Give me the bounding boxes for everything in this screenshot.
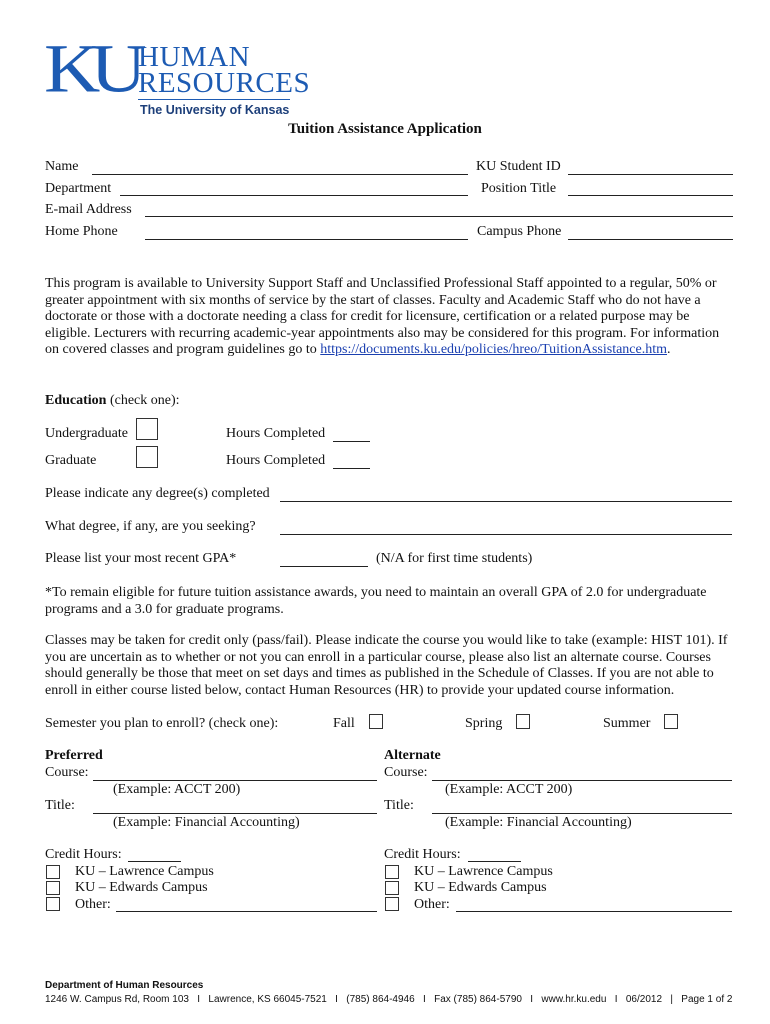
gpa-field[interactable] <box>280 566 368 567</box>
preferred-heading: Preferred <box>45 748 103 763</box>
semester-summer-label: Summer <box>603 716 651 731</box>
department-field[interactable] <box>120 195 468 196</box>
page-title: Tuition Assistance Application <box>288 121 482 137</box>
preferred-title-label: Title: <box>45 798 75 813</box>
position-title-field[interactable] <box>568 195 733 196</box>
undergraduate-label: Undergraduate <box>45 426 128 441</box>
alternate-course-field[interactable] <box>432 780 732 781</box>
logo-resources: RESOURCES <box>138 67 311 99</box>
education-heading-note: (check one): <box>106 393 180 408</box>
logo-university: The University of Kansas <box>140 103 290 117</box>
student-id-label: KU Student ID <box>476 159 561 174</box>
preferred-other-label: Other: <box>75 897 111 912</box>
preferred-edwards-label: KU – Edwards Campus <box>75 880 208 895</box>
preferred-title-field[interactable] <box>93 813 377 814</box>
intro-text: This program is available to University Support Staff and Unclassified Professional Staff appointed to a regular, 50% or greater appointment with six months of service by the start of classes. Faculty and Academic Staff who do not have a doctorate or those with a doctorate needing a class for credit for licensure, certification or a related purpose may be eligible. Lecturers with recurring academic-year appointments also may be considered for this program. For information on covered classes and program guidelines go to <box>45 276 720 358</box>
alternate-edwards-checkbox[interactable] <box>385 881 399 895</box>
preferred-course-example: (Example: ACCT 200) <box>113 782 241 797</box>
campus-phone-label: Campus Phone <box>477 224 562 239</box>
email-field[interactable] <box>145 216 733 217</box>
undergraduate-hours-label: Hours Completed <box>226 426 326 441</box>
gpa-note: (N/A for first time students) <box>376 551 533 566</box>
alternate-heading: Alternate <box>384 748 441 763</box>
alternate-other-label: Other: <box>414 897 450 912</box>
preferred-course-field[interactable] <box>93 780 377 781</box>
name-field[interactable] <box>92 174 468 175</box>
undergraduate-hours-field[interactable] <box>333 441 370 442</box>
semester-fall-checkbox[interactable] <box>369 714 383 729</box>
alternate-credit-hours-label: Credit Hours: <box>384 847 461 862</box>
gpa-footnote: *To remain eligible for future tuition assistance awards, you need to maintain an overall GPA of 2.0 for undergraduate programs and a 3.0 for graduate programs. <box>45 585 707 617</box>
name-label: Name <box>45 159 79 174</box>
preferred-course-label: Course: <box>45 765 89 780</box>
footer-address: 1246 W. Campus Rd, Room 103 I Lawrence, KS 66045-7521 I (785) 864-4946 I Fax (785) 864-5790 I www.hr.ku.edu I 06/2012 | Page 1 of 2 <box>45 994 733 1005</box>
alternate-credit-hours-field[interactable] <box>468 861 521 862</box>
undergraduate-checkbox[interactable] <box>136 418 158 440</box>
campus-phone-field[interactable] <box>568 239 733 240</box>
gpa-label: Please list your most recent GPA* <box>45 551 237 566</box>
footer-department: Department of Human Resources <box>45 980 204 991</box>
home-phone-label: Home Phone <box>45 224 118 239</box>
graduate-hours-label: Hours Completed <box>226 453 326 468</box>
position-title-label: Position Title <box>481 181 557 196</box>
education-heading <box>45 393 180 409</box>
alternate-edwards-label: KU – Edwards Campus <box>414 880 547 895</box>
graduate-hours-field[interactable] <box>333 468 370 469</box>
semester-question: Semester you plan to enroll? (check one): <box>45 716 279 731</box>
graduate-checkbox[interactable] <box>136 446 158 468</box>
graduate-label: Graduate <box>45 453 97 468</box>
preferred-lawrence-label: KU – Lawrence Campus <box>75 864 214 879</box>
preferred-lawrence-checkbox[interactable] <box>46 865 60 879</box>
alternate-title-example: (Example: Financial Accounting) <box>445 815 632 830</box>
preferred-title-example: (Example: Financial Accounting) <box>113 815 300 830</box>
education-heading-bold: Education <box>45 393 107 408</box>
semester-fall-label: Fall <box>333 716 355 731</box>
alternate-lawrence-checkbox[interactable] <box>385 865 399 879</box>
degree-seeking-field[interactable] <box>280 534 732 535</box>
preferred-credit-hours-label: Credit Hours: <box>45 847 122 862</box>
logo-human: HUMAN <box>138 41 251 73</box>
logo-divider <box>138 99 290 100</box>
semester-summer-checkbox[interactable] <box>664 714 678 729</box>
alternate-course-example: (Example: ACCT 200) <box>445 782 573 797</box>
classes-paragraph: Classes may be taken for credit only (pass/fail). Please indicate the course you would like to take (example: HIST 101). If you are uncertain as to whether or not you can enroll in a particular course, please also list an alternate course. Courses should generally be those that meet on set days and times as published in the Schedule of Classes. If you are not able to enroll in either course listed below, contact Human Resources (HR) to provide your updated course information. <box>45 633 728 698</box>
preferred-other-field[interactable] <box>116 911 377 912</box>
degree-seeking-label: What degree, if any, are you seeking? <box>45 519 256 534</box>
ku-initials: KU <box>44 30 137 107</box>
department-label: Department <box>45 181 112 196</box>
semester-spring-label: Spring <box>465 716 503 731</box>
alternate-other-checkbox[interactable] <box>385 897 399 911</box>
alternate-lawrence-label: KU – Lawrence Campus <box>414 864 553 879</box>
alternate-title-field[interactable] <box>432 813 732 814</box>
alternate-other-field[interactable] <box>456 911 732 912</box>
alternate-title-label: Title: <box>384 798 414 813</box>
student-id-field[interactable] <box>568 174 733 175</box>
alternate-course-label: Course: <box>384 765 428 780</box>
preferred-credit-hours-field[interactable] <box>128 861 181 862</box>
home-phone-field[interactable] <box>145 239 468 240</box>
degrees-completed-label: Please indicate any degree(s) completed <box>45 486 270 501</box>
semester-spring-checkbox[interactable] <box>516 714 530 729</box>
degrees-completed-field[interactable] <box>280 501 732 502</box>
email-label: E-mail Address <box>45 202 132 217</box>
policy-link[interactable]: https://documents.ku.edu/policies/hreo/TuitionAssistance.htm <box>320 342 668 358</box>
intro-end: . <box>667 342 671 358</box>
preferred-edwards-checkbox[interactable] <box>46 881 60 895</box>
intro-paragraph <box>45 276 735 359</box>
preferred-other-checkbox[interactable] <box>46 897 60 911</box>
